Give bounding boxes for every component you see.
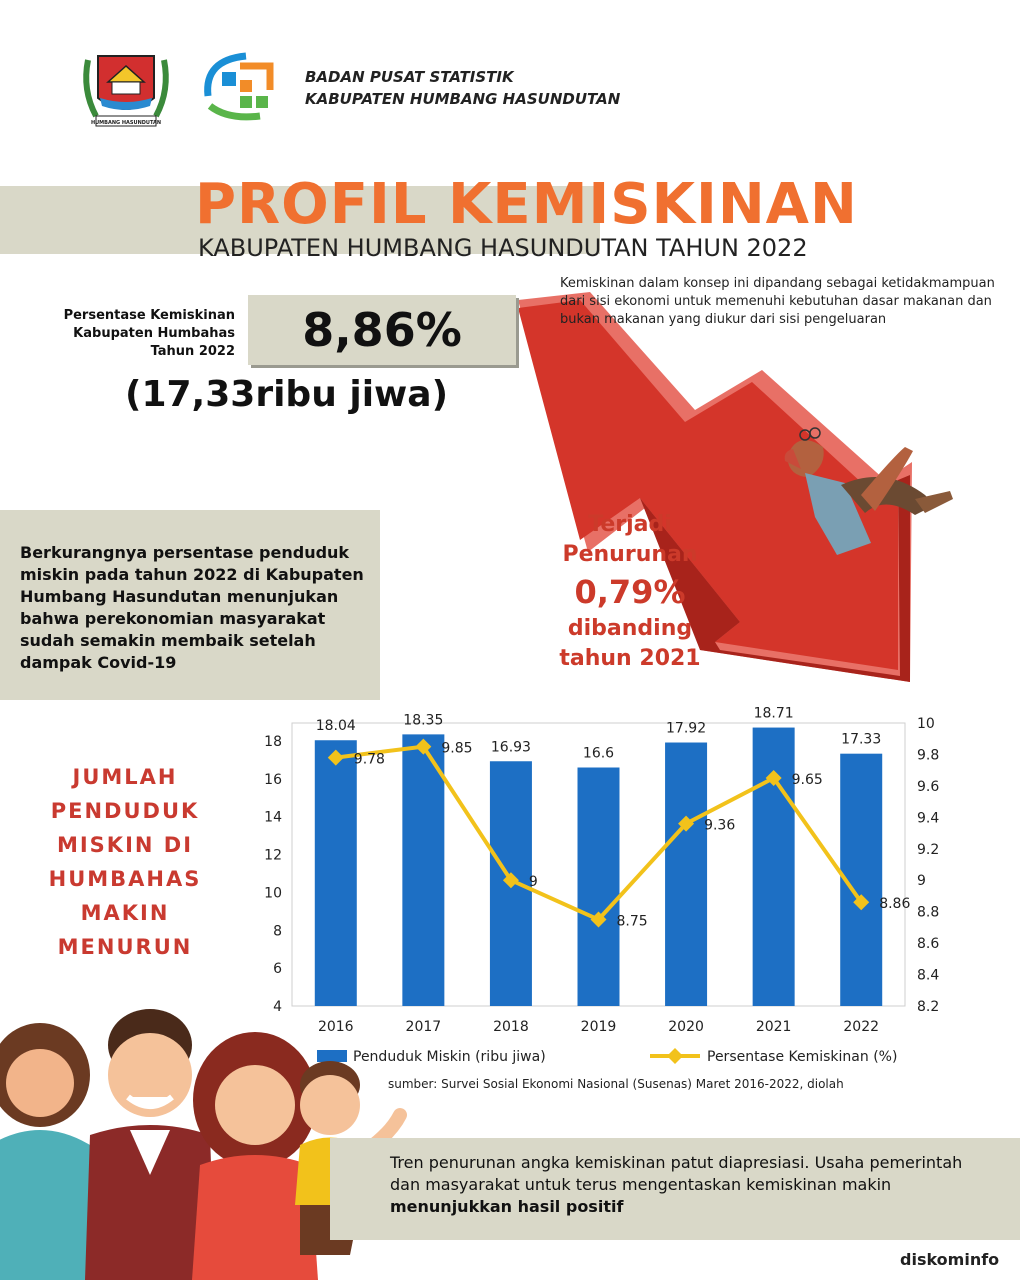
y-left-tick-label: 10 — [264, 885, 282, 902]
side-title-line: MISKIN DI — [56, 833, 194, 857]
y-right-tick-label: 8.4 — [917, 967, 940, 984]
percentage-value-label: 9.36 — [704, 817, 736, 834]
bottom-message — [390, 1152, 990, 1218]
source-note: sumber: Survei Sosial Ekonomi Nasional (Susenas) Maret 2016-2022, diolah — [388, 1077, 844, 1091]
bar-value-label: 17.33 — [841, 731, 882, 748]
decline-callout — [530, 510, 730, 674]
bar-value-label: 16.6 — [582, 745, 615, 762]
x-tick-label: 2020 — [668, 1019, 704, 1035]
x-tick-label: 2016 — [317, 1019, 354, 1035]
side-title-line: MAKIN — [80, 901, 170, 925]
decline-line3: dibanding — [567, 616, 693, 641]
bar-2021 — [753, 728, 795, 1006]
decline-line2: Penurunan — [562, 542, 698, 567]
bar-2020 — [665, 743, 707, 1006]
regency-seal-text: HUMBANG HASUNDUTAN — [90, 120, 162, 126]
page-subtitle: KABUPATEN HUMBANG HASUNDUTAN TAHUN 2022 — [198, 234, 808, 262]
percentage-value-label: 9 — [528, 874, 538, 891]
org-name — [305, 66, 620, 110]
headline-label — [30, 307, 235, 361]
bar-value-label: 18.04 — [315, 718, 356, 735]
bps-logo — [200, 50, 286, 122]
headline-percentage: 8,86% — [248, 295, 516, 365]
x-tick-label: 2021 — [755, 1019, 792, 1035]
y-right-tick-label: 9 — [917, 873, 926, 890]
headline-label-line3: Tahun 2022 — [150, 344, 235, 359]
page-title: PROFIL KEMISKINAN — [195, 172, 858, 237]
falling-man-illustration — [775, 425, 960, 565]
x-tick-label: 2019 — [580, 1019, 617, 1035]
brand-logo: diskominfo — [900, 1250, 1000, 1269]
y-left-tick-label: 8 — [273, 923, 282, 940]
x-tick-label: 2018 — [493, 1019, 529, 1035]
y-left-tick-label: 16 — [264, 771, 282, 788]
y-left-tick-label: 12 — [264, 847, 282, 864]
headline-people-count: (17,33ribu jiwa) — [125, 374, 449, 415]
side-title-line: HUMBAHAS — [48, 867, 202, 891]
percentage-value-label: 9.65 — [791, 772, 823, 789]
x-tick-label: 2017 — [405, 1019, 442, 1035]
y-right-tick-label: 8.6 — [917, 936, 940, 953]
legend-swatch-line-marker — [667, 1048, 683, 1064]
decline-line1: Terjadi — [588, 512, 672, 537]
side-title-line: JUMLAH — [72, 765, 178, 789]
y-right-tick-label: 8.2 — [917, 999, 940, 1015]
x-tick-label: 2022 — [843, 1019, 880, 1035]
y-left-tick-label: 18 — [264, 734, 282, 750]
y-left-tick-label: 4 — [273, 999, 282, 1015]
bar-value-label: 18.35 — [403, 712, 444, 729]
legend-label-line: Persentase Kemiskinan (%) — [707, 1049, 898, 1065]
y-right-tick-label: 9.2 — [917, 841, 940, 858]
headline-label-line2: Kabupaten Humbahas — [73, 326, 235, 341]
poverty-definition: Kemiskinan dalam konsep ini dipandang sebagai ketidakmampuan dari sisi ekonomi untuk memenuhi kebutuhan dasar makanan dan bukan makanan yang diukur dari sisi pengeluaran — [560, 276, 995, 327]
decline-value: 0,79% — [574, 573, 686, 611]
bottom-message-bold: menunjukkan hasil positif — [390, 1197, 624, 1216]
side-title — [40, 760, 210, 964]
percentage-value-label: 9.78 — [353, 751, 385, 768]
y-right-tick-label: 9.4 — [917, 810, 940, 827]
y-left-tick-label: 14 — [264, 809, 282, 826]
percentage-value-label: 8.75 — [616, 913, 648, 930]
org-name-line1: BADAN PUSAT STATISTIK — [305, 68, 514, 86]
bar-value-label: 16.93 — [490, 739, 531, 756]
y-right-tick-label: 10 — [917, 716, 935, 732]
decline-line4: tahun 2021 — [559, 646, 701, 671]
side-title-line: PENDUDUK — [50, 799, 200, 823]
regency-seal-logo — [78, 40, 174, 134]
bar-2017 — [402, 734, 444, 1006]
bar-value-label: 17.92 — [666, 720, 707, 737]
bottom-message-text: Tren penurunan angka kemiskinan patut diapresiasi. Usaha pemerintah dan masyarakat untuk terus mengentaskan kemiskinan makin — [390, 1153, 963, 1194]
y-left-tick-label: 6 — [273, 961, 282, 978]
bar-2019 — [578, 768, 620, 1007]
headline-label-line1: Persentase Kemiskinan — [63, 308, 235, 323]
y-right-tick-label: 9.8 — [917, 747, 940, 764]
side-title-line: MENURUN — [57, 935, 193, 959]
bar-2016 — [315, 740, 357, 1006]
bar-value-label: 18.71 — [753, 705, 794, 722]
left-info-text: Berkurangnya persentase penduduk miskin pada tahun 2022 di Kabupaten Humbang Hasundutan menunjukan bahwa perekonomian masyarakat sudah semakin membaik setelah dampak Covid-19 — [20, 543, 364, 672]
org-name-line2: KABUPATEN HUMBANG HASUNDUTAN — [305, 90, 621, 108]
percentage-value-label: 8.86 — [879, 896, 911, 913]
y-right-tick-label: 8.8 — [917, 904, 940, 921]
percentage-value-label: 9.85 — [441, 740, 473, 757]
legend-label-bars: Penduduk Miskin (ribu jiwa) — [353, 1049, 546, 1065]
y-right-tick-label: 9.6 — [917, 778, 940, 795]
